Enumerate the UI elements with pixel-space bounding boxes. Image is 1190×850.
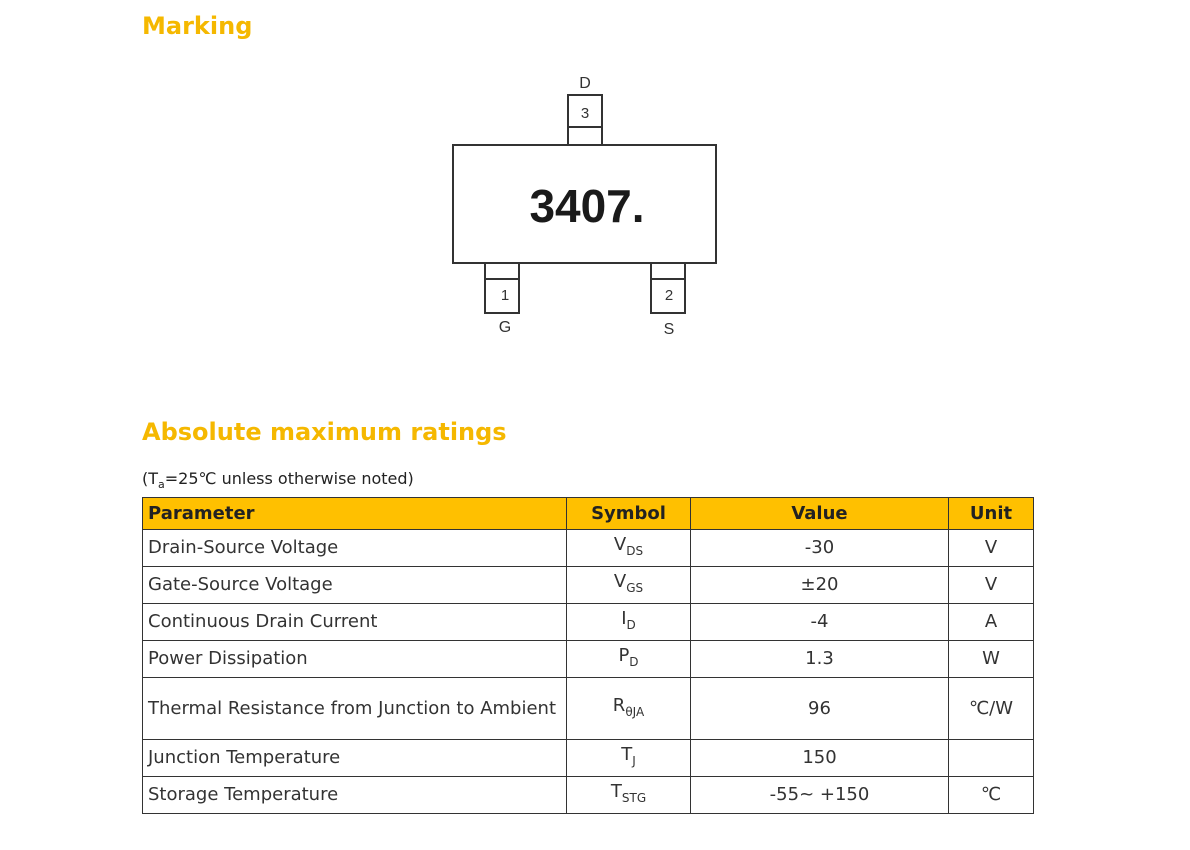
pin-2-name: S — [663, 321, 675, 338]
pin-3-number: 3 — [580, 105, 590, 122]
symbol-cell — [567, 567, 691, 604]
marking-heading: Marking — [142, 12, 253, 40]
symbol-main: V — [613, 571, 627, 592]
unit-cell: ℃ — [949, 777, 1034, 814]
table-header-row — [143, 498, 1034, 530]
parameter-cell: Gate-Source Voltage — [143, 567, 567, 604]
value-cell: 96 — [691, 678, 949, 740]
condition-note — [142, 468, 414, 490]
symbol-cell — [567, 777, 691, 814]
value-cell: 150 — [691, 740, 949, 777]
parameter-cell: Power Dissipation — [143, 641, 567, 678]
header-unit: Unit — [949, 498, 1034, 530]
table-row — [143, 604, 1034, 641]
symbol-cell — [567, 740, 691, 777]
table-row — [143, 567, 1034, 604]
unit-cell — [949, 740, 1034, 777]
symbol-subscript: GS — [626, 581, 644, 595]
symbol-cell — [567, 678, 691, 740]
symbol-subscript: J — [632, 754, 636, 768]
pin-1-name: G — [498, 319, 512, 336]
unit-cell: ℃/W — [949, 678, 1034, 740]
pin-2-number: 2 — [664, 287, 674, 304]
table-row — [143, 678, 1034, 740]
parameter-cell: Junction Temperature — [143, 740, 567, 777]
value-cell: -4 — [691, 604, 949, 641]
parameter-cell: Storage Temperature — [143, 777, 567, 814]
value-cell: -30 — [691, 530, 949, 567]
pin-1-number: 1 — [500, 287, 510, 304]
unit-cell: W — [949, 641, 1034, 678]
symbol-main: R — [612, 694, 626, 716]
value-cell: 1.3 — [691, 641, 949, 678]
table-row — [143, 777, 1034, 814]
parameter-cell: Thermal Resistance from Junction to Ambient — [143, 678, 567, 740]
header-value: Value — [691, 498, 949, 530]
table-row — [143, 740, 1034, 777]
symbol-subscript: θJA — [625, 704, 645, 719]
package-marking-text: 3407. — [529, 180, 645, 232]
sot23-package-diagram — [430, 70, 760, 350]
symbol-main: V — [613, 534, 627, 555]
parameter-cell: Drain-Source Voltage — [143, 530, 567, 567]
unit-cell: V — [949, 567, 1034, 604]
symbol-cell — [567, 641, 691, 678]
symbol-subscript: D — [629, 655, 639, 669]
symbol-main: I — [621, 608, 627, 629]
unit-cell: A — [949, 604, 1034, 641]
symbol-main: P — [618, 645, 630, 666]
symbol-main: T — [610, 781, 622, 802]
value-cell: -55~ +150 — [691, 777, 949, 814]
header-symbol: Symbol — [567, 498, 691, 530]
symbol-cell — [567, 530, 691, 567]
condition-note-subscript: a — [158, 478, 165, 492]
condition-note-prefix: (T — [142, 469, 159, 488]
symbol-main: T — [621, 744, 633, 765]
parameter-cell: Continuous Drain Current — [143, 604, 567, 641]
symbol-subscript: D — [626, 618, 636, 632]
condition-note-suffix: =25℃ unless otherwise noted) — [164, 469, 414, 488]
symbol-cell — [567, 604, 691, 641]
ratings-heading: Absolute maximum ratings — [142, 418, 507, 446]
pin-3-name: D — [579, 75, 591, 92]
value-cell: ±20 — [691, 567, 949, 604]
table-row — [143, 530, 1034, 567]
ratings-table — [142, 497, 1034, 814]
symbol-subscript: STG — [621, 791, 647, 805]
symbol-subscript: DS — [626, 544, 644, 558]
unit-cell: V — [949, 530, 1034, 567]
header-parameter: Parameter — [143, 498, 567, 530]
table-row — [143, 641, 1034, 678]
